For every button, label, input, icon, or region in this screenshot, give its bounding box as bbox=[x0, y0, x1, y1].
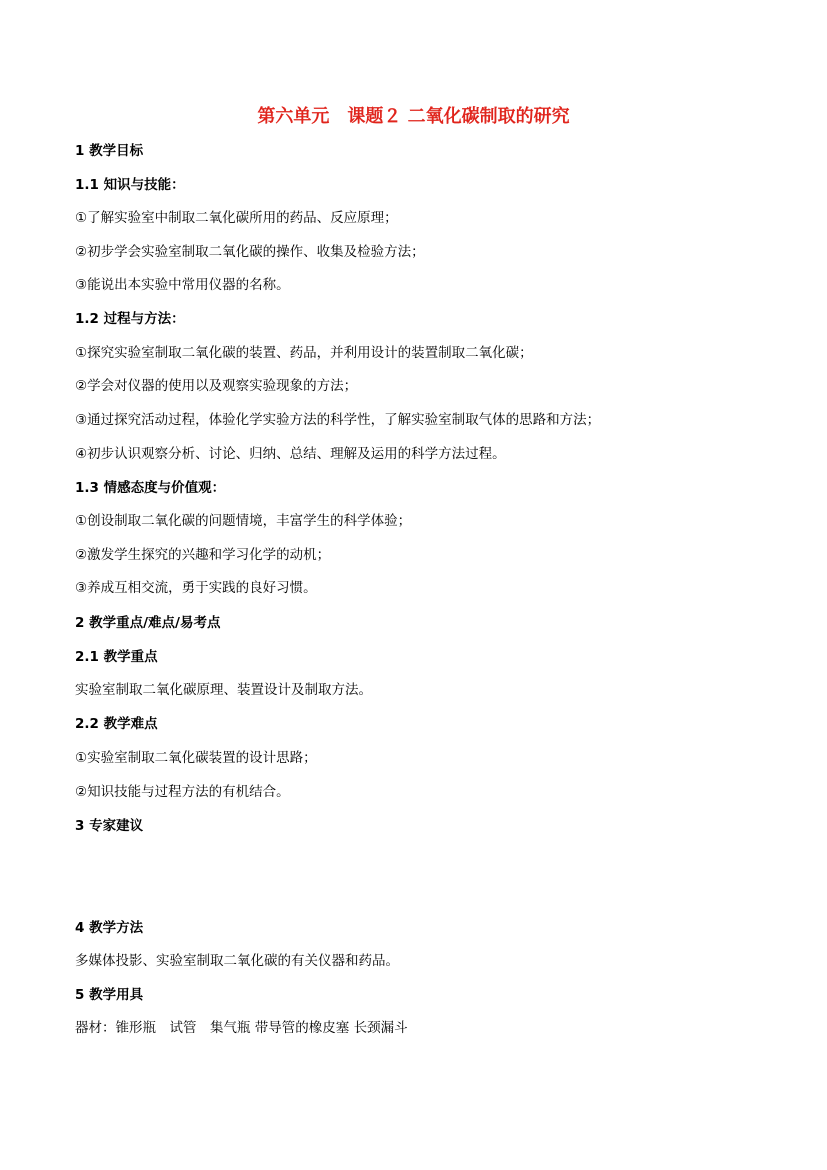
body-line: ②初步学会实验室制取二氧化碳的操作、收集及检验方法； bbox=[75, 244, 425, 260]
body-line: ③通过探究活动过程，体验化学实验方法的科学性，了解实验室制取气体的思路和方法； bbox=[75, 412, 601, 428]
section-heading-teaching-tools: 5 教学用具 bbox=[75, 987, 144, 1003]
body-line: ①了解实验室中制取二氧化碳所用的药品、反应原理； bbox=[75, 210, 398, 226]
subsection-heading-teaching-focus: 2.1 教学重点 bbox=[75, 649, 158, 665]
section-heading-expert-advice: 3 专家建议 bbox=[75, 818, 144, 834]
body-line: ②激发学生探究的兴趣和学习化学的动机； bbox=[75, 547, 331, 563]
body-line: ③能说出本实验中常用仪器的名称。 bbox=[75, 277, 290, 293]
document-title: 第六单元 课题２ 二氧化碳制取的研究 bbox=[257, 106, 570, 127]
subsection-heading-knowledge-skills: 1.1 知识与技能： bbox=[75, 177, 185, 193]
subsection-heading-teaching-difficulty: 2.2 教学难点 bbox=[75, 716, 158, 732]
body-line: ④初步认识观察分析、讨论、归纳、总结、理解及运用的科学方法过程。 bbox=[75, 446, 506, 462]
body-line: ②知识技能与过程方法的有机结合。 bbox=[75, 784, 290, 800]
subsection-heading-process-methods: 1.2 过程与方法： bbox=[75, 311, 185, 327]
body-line: ②学会对仪器的使用以及观察实验现象的方法； bbox=[75, 378, 358, 394]
body-line: ①探究实验室制取二氧化碳的装置、药品，并利用设计的装置制取二氧化碳； bbox=[75, 345, 533, 361]
body-line: 多媒体投影、实验室制取二氧化碳的有关仪器和药品。 bbox=[75, 953, 399, 969]
subsection-heading-attitudes-values: 1.3 情感态度与价值观： bbox=[75, 480, 226, 496]
body-line: 实验室制取二氧化碳原理、装置设计及制取方法。 bbox=[75, 682, 372, 698]
section-heading-key-points: 2 教学重点/难点/易考点 bbox=[75, 615, 221, 631]
body-line: 器材：锥形瓶 试管 集气瓶 带导管的橡皮塞 长颈漏斗 bbox=[75, 1020, 408, 1036]
body-line: ③养成互相交流，勇于实践的良好习惯。 bbox=[75, 580, 317, 596]
body-line: ①实验室制取二氧化碳装置的设计思路； bbox=[75, 750, 317, 766]
section-heading-teaching-method: 4 教学方法 bbox=[75, 920, 144, 936]
section-heading-teaching-goals: 1 教学目标 bbox=[75, 143, 144, 159]
body-line: ①创设制取二氧化碳的问题情境，丰富学生的科学体验； bbox=[75, 513, 412, 529]
